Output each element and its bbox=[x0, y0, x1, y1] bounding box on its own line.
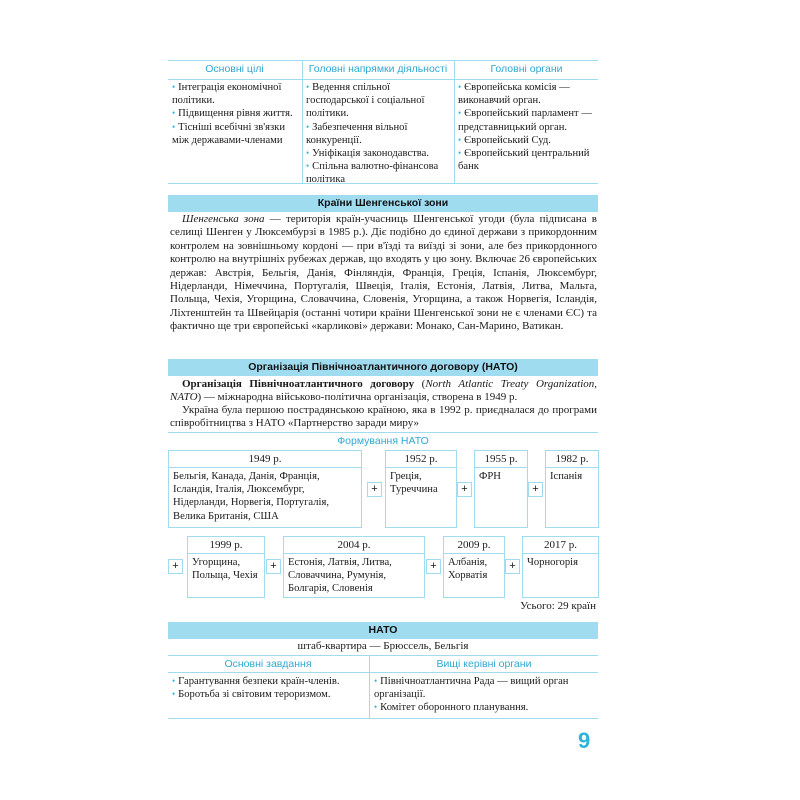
nato-formation-title: Формування НАТО bbox=[337, 435, 429, 447]
eu-goals-list bbox=[172, 81, 298, 147]
nato-table-line bbox=[168, 672, 598, 673]
list-item: • Європейська комісія — виконавчий орган. bbox=[458, 82, 570, 107]
plus-sign: + bbox=[528, 482, 543, 497]
year-label: 2017 р. bbox=[523, 537, 598, 554]
country-list: Угорщина, Польща, Чехія bbox=[192, 557, 258, 582]
nato-box-1955 bbox=[474, 450, 528, 528]
list-item: • Ведення спільної господарської і соціальної політики. bbox=[306, 82, 425, 120]
nato-total: Усього: 29 країн bbox=[520, 600, 596, 612]
schengen-paragraph bbox=[170, 213, 597, 334]
eu-header-bodies: Головні органи bbox=[490, 63, 563, 75]
country-list: Іспанія bbox=[550, 471, 583, 482]
nato-box-1952 bbox=[385, 450, 457, 528]
year-label: 1982 р. bbox=[546, 451, 598, 468]
nato-title-bar: Організація Північноатлантичного договору (НАТО) bbox=[168, 359, 598, 376]
year-label: 2009 р. bbox=[444, 537, 504, 554]
year-label: 2004 р. bbox=[284, 537, 424, 554]
list-item: • Європейський Суд. bbox=[458, 134, 551, 146]
list-item: • Боротьба зі світовим тероризмом. bbox=[172, 689, 331, 701]
list-item: • Тісніші всебічні зв'язки між державами-членами bbox=[172, 121, 285, 146]
eu-header-directions: Головні напрямки діяльності bbox=[308, 63, 448, 75]
list-item: • Підвищення рівня життя. bbox=[172, 108, 293, 120]
plus-sign: + bbox=[426, 559, 441, 574]
eu-bodies-list bbox=[458, 81, 596, 173]
list-item: • Європейський парламент — представницький орган. bbox=[458, 108, 592, 133]
country-list: Естонія, Латвія, Литва, Словаччина, Румунія, Болгарія, Словенія bbox=[288, 557, 392, 595]
nato-box-1982 bbox=[545, 450, 599, 528]
nato-box-1949 bbox=[168, 450, 362, 528]
list-item: • Європейський центральний банк bbox=[458, 148, 590, 173]
nato-box-2017 bbox=[522, 536, 599, 598]
nato-table bbox=[168, 639, 598, 719]
country-list: ФРН bbox=[479, 471, 501, 482]
nato-table-title: НАТО bbox=[168, 622, 598, 639]
year-label: 1955 р. bbox=[475, 451, 527, 468]
eu-table bbox=[168, 60, 598, 184]
year-label: 1999 р. bbox=[188, 537, 264, 554]
list-item: • Уніфікація законодавства. bbox=[306, 148, 429, 160]
country-list: Чорногорія bbox=[527, 557, 578, 568]
nato-ukraine-note: Україна була першою пострадянською країною, яка в 1992 р. приєдналася до програми співробітництва з НАТО «Партнерство заради миру» bbox=[170, 404, 597, 430]
country-list: Албанія, Хорватія bbox=[448, 557, 488, 582]
nato-definition: Організація Північноатлантичного договору (North Atlantic Treaty Organization, NATO) — міжнародна військово-політична організація, створена в 1949 р. bbox=[170, 378, 597, 404]
list-item: • Спільна валютно-фінансова політика bbox=[306, 161, 439, 186]
eu-col-divider-2 bbox=[454, 60, 455, 184]
plus-sign: + bbox=[168, 559, 183, 574]
eu-header-goals: Основні цілі bbox=[205, 63, 264, 75]
nato-table-bottom bbox=[168, 718, 598, 719]
nato-table-line bbox=[168, 655, 598, 656]
nato-hq: штаб-квартира — Брюссель, Бельгія bbox=[297, 640, 469, 652]
schengen-title-bar: Країни Шенгенської зони bbox=[168, 195, 598, 212]
schengen-term: Шенгенська зона bbox=[182, 213, 265, 225]
nato-box-2009 bbox=[443, 536, 505, 598]
list-item: • Інтеграція економічної політики. bbox=[172, 82, 282, 107]
nato-bodies-list bbox=[374, 675, 596, 715]
eu-directions-list bbox=[306, 81, 451, 187]
list-item: • Північноатлантична Рада — вищий орган організації. bbox=[374, 676, 569, 701]
nato-box-1999 bbox=[187, 536, 265, 598]
year-label: 1952 р. bbox=[386, 451, 456, 468]
nato-col-divider bbox=[369, 655, 370, 719]
plus-sign: + bbox=[266, 559, 281, 574]
year-label: 1949 р. bbox=[169, 451, 361, 468]
plus-sign: + bbox=[367, 482, 382, 497]
nato-header-bodies: Вищі керівні органи bbox=[436, 658, 532, 670]
plus-sign: + bbox=[457, 482, 472, 497]
country-list: Греція, Туреччина bbox=[390, 471, 438, 496]
list-item: • Комітет оборонного планування. bbox=[374, 702, 529, 714]
list-item: • Гарантування безпеки країн-членів. bbox=[172, 676, 340, 687]
nato-section-line bbox=[168, 432, 598, 433]
nato-tasks-list bbox=[172, 675, 366, 701]
page-number: 9 bbox=[578, 728, 591, 753]
schengen-text: — територія країн-учасниць Шенгенської угоди (була підписана в селищі Шенген у Люксембурзі в 1985 р.). Діє подібно до єдиної держави з прикордонним контролем на зовнішньому кордоні — при в'їзді та виїзді зі зони, але без прикордонного контролю на внутрішніх рубежах держав, що входять у цю зону. Включає 26 європейських держав: Австрія, Бельгія, Данія, Фінляндія, Франція, Греція, Іспанія, Люксембург, Нідерланди, Німеччина, Португалія, Швеція, Італія, Естонія, Латвія, Литва, Мальта, Польща, Чехія, Угорщина, Словаччина, Словенія, Угорщина, а також Норвегія, Ісландія, Ліхтенштейн та Швейцарія (останні чотири країни Шенгенської зони не є членами ЄС) та фактично ще три європейські «карликові» держави: Монако, Сан-Марино, Ватикан. bbox=[170, 213, 597, 333]
country-list: Бельгія, Канада, Данія, Франція, Ісландія, Італія, Люксембург, Нідерланди, Норвегія, Португалія, Велика Британія, США bbox=[173, 471, 329, 522]
plus-sign: + bbox=[505, 559, 520, 574]
list-item: • Забезпечення вільної конкуренції. bbox=[306, 121, 408, 146]
nato-box-2004 bbox=[283, 536, 425, 598]
eu-col-divider-1 bbox=[302, 60, 303, 184]
nato-header-tasks: Основні завдання bbox=[224, 658, 312, 670]
